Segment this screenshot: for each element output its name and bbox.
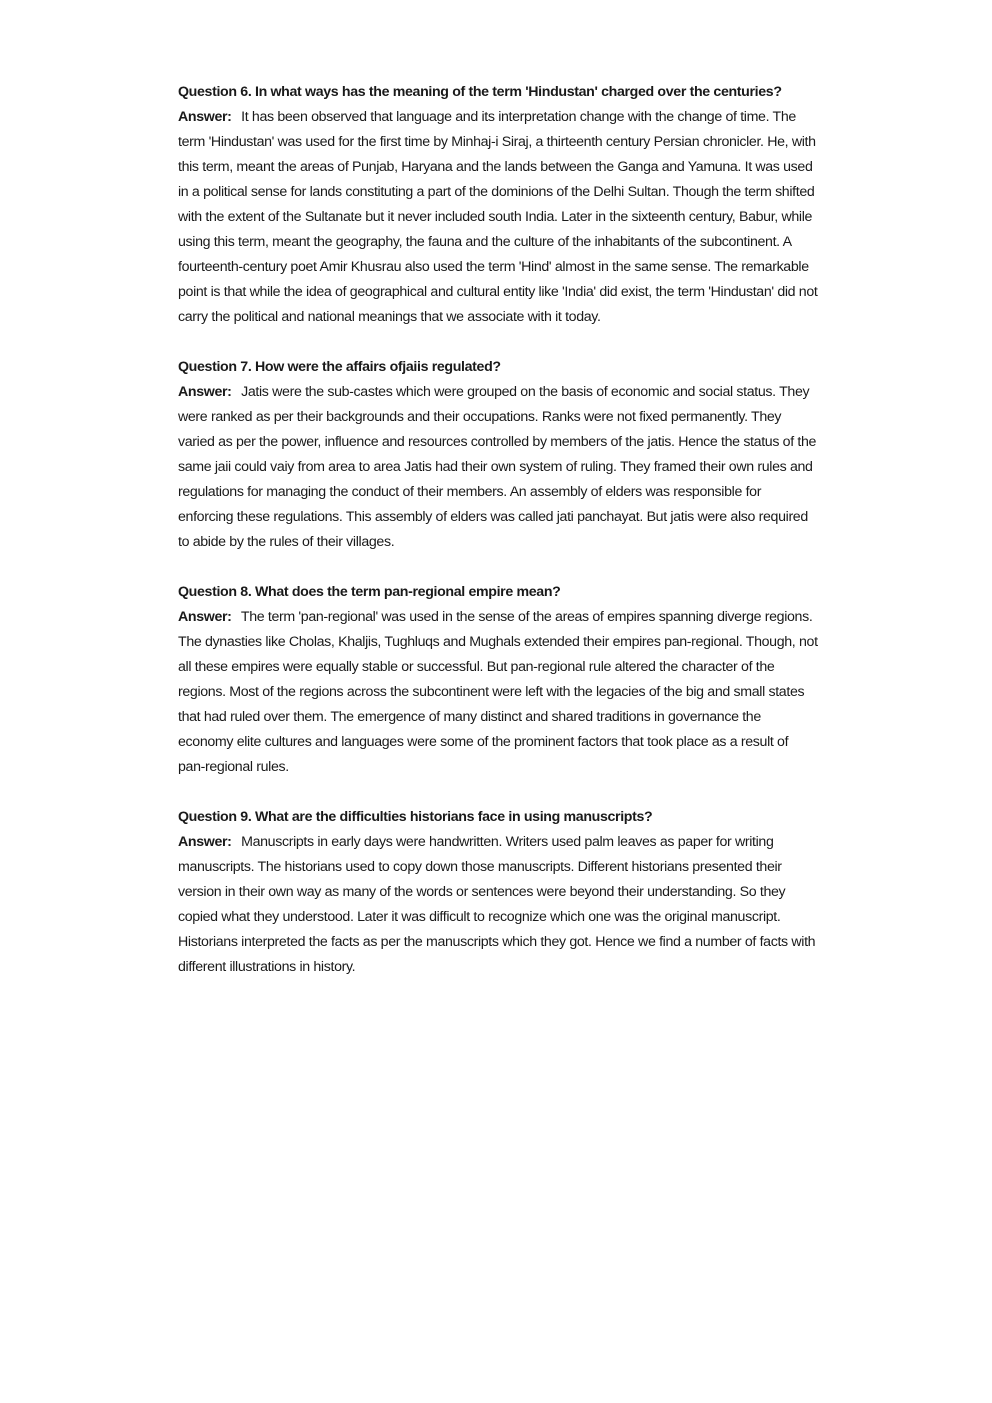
document-page — [178, 80, 818, 1005]
answer-label: Answer: — [178, 109, 232, 125]
question-text: What are the difficulties historians face in using manuscripts? — [255, 809, 653, 825]
question-text: What does the term pan-regional empire mean? — [255, 584, 561, 600]
qa-section-question-6 — [178, 80, 818, 330]
question-heading — [178, 80, 818, 105]
question-number: Question 9. — [178, 809, 252, 825]
qa-section-question-7 — [178, 355, 818, 555]
question-number: Question 6. — [178, 84, 252, 100]
question-number: Question 8. — [178, 584, 252, 600]
answer-text: It has been observed that language and its interpretation change with the change of time. The term 'Hindustan' was used for the first time by Minhaj-i Siraj, a thirteenth century Persian chronicler. He, with this term, meant the areas of Punjab, Haryana and the lands between the Ganga and Yamuna. It was used in a political sense for lands constituting a part of the dominions of the Delhi Sultan. Though the term shifted with the extent of the Sultanate but it never included south India. Later in the sixteenth century, Babur, while using this term, meant the geography, the fauna and the culture of the inhabitants of the subcontinent. A fourteenth-century poet Amir Khusrau also used the term 'Hind' almost in the same sense. The remarkable point is that while the idea of geographical and cultural entity like 'India' did exist, the term 'Hindustan' did not carry the political and national meanings that we associate with it today. — [178, 109, 818, 325]
answer-label: Answer: — [178, 384, 232, 400]
answer-paragraph — [178, 830, 818, 980]
question-text: In what ways has the meaning of the term 'Hindustan' charged over the centuries? — [255, 84, 782, 100]
question-heading — [178, 580, 818, 605]
question-number: Question 7. — [178, 359, 252, 375]
answer-paragraph — [178, 380, 818, 555]
qa-section-question-9 — [178, 805, 818, 980]
question-heading — [178, 805, 818, 830]
answer-text: Jatis were the sub-castes which were grouped on the basis of economic and social status. They were ranked as per their backgrounds and their occupations. Ranks were not fixed permanently. They varied as per the power, influence and resources controlled by members of the jatis. Hence the status of the same jaii could vaiy from area to area Jatis had their own system of ruling. They framed their own rules and regulations for managing the conduct of their members. An assembly of elders was responsible for enforcing these regulations. This assembly of elders was called jati panchayat. But jatis were also required to abide by the rules of their villages. — [178, 384, 817, 550]
answer-text: Manuscripts in early days were handwritten. Writers used palm leaves as paper for writing manuscripts. The historians used to copy down those manuscripts. Different historians presented their version in their own way as many of the words or sentences were beyond their understanding. So they copied what they understood. Later it was difficult to recognize which one was the original manuscript. Historians interpreted the facts as per the manuscripts which they got. Hence we find a number of facts with different illustrations in history. — [178, 834, 816, 975]
answer-label: Answer: — [178, 834, 232, 850]
answer-text: The term 'pan-regional' was used in the sense of the areas of empires spanning diverge regions. The dynasties like Cholas, Khaljis, Tughluqs and Mughals extended their empires pan-regional. Though, not all these empires were equally stable or successful. But pan-regional rule altered the character of the regions. Most of the regions across the subcontinent were left with the legacies of the big and small states that had ruled over them. The emergence of many distinct and shared traditions in governance the economy elite cultures and languages were some of the prominent factors that took place as a result of pan-regional rules. — [178, 609, 818, 775]
answer-paragraph — [178, 105, 818, 330]
answer-paragraph — [178, 605, 818, 780]
answer-label: Answer: — [178, 609, 232, 625]
question-text: How were the affairs ofjaiis regulated? — [255, 359, 501, 375]
question-heading — [178, 355, 818, 380]
qa-section-question-8 — [178, 580, 818, 780]
